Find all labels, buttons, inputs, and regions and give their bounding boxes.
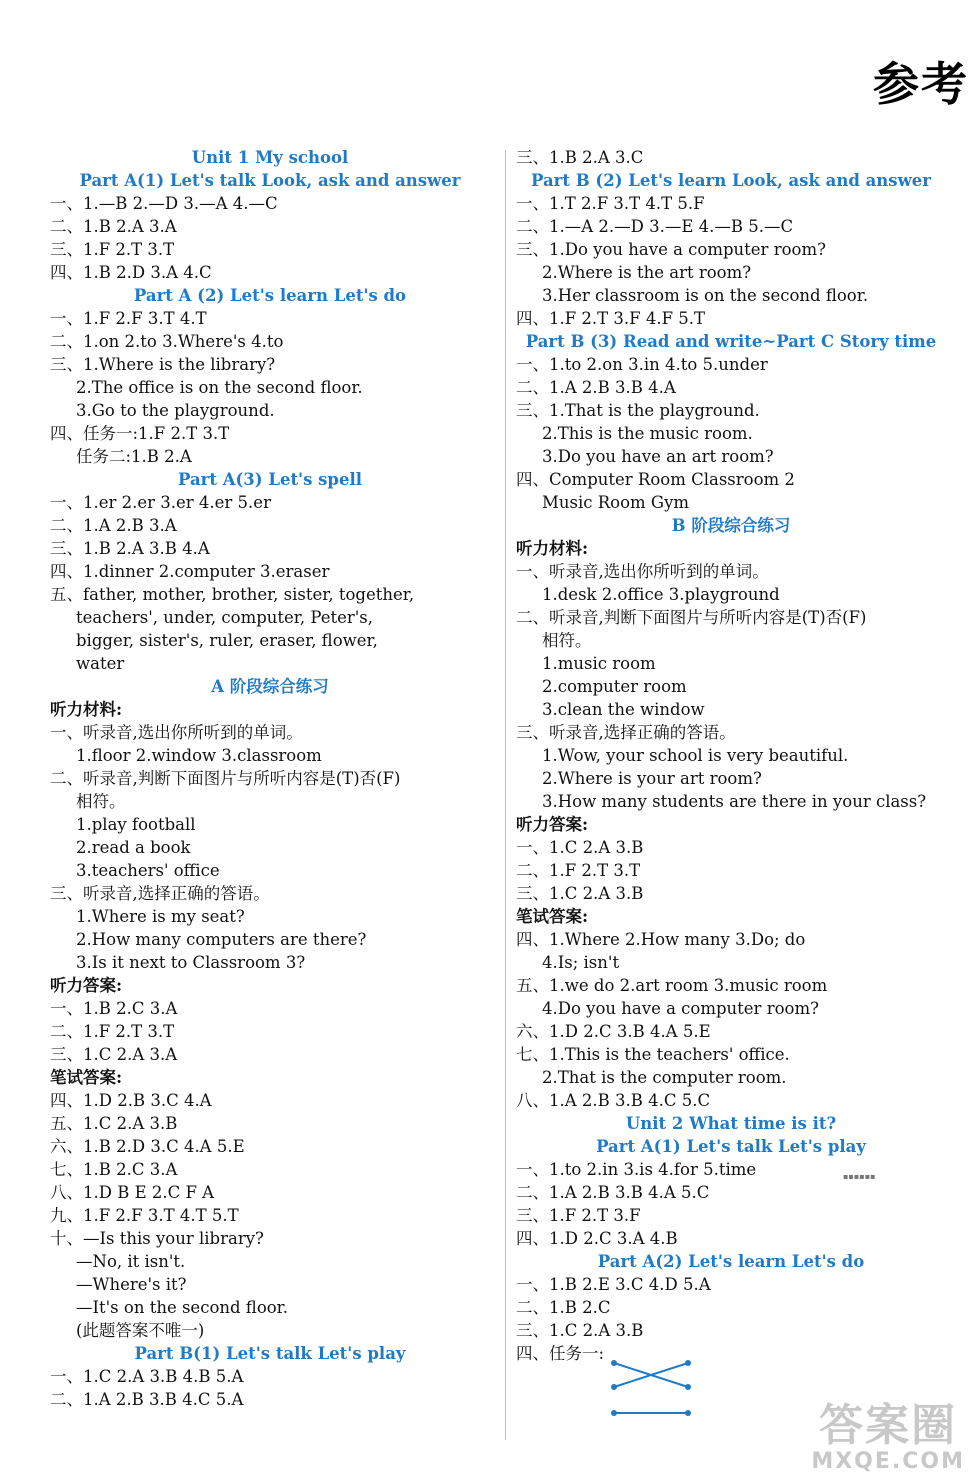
answer-line: 2.Where is your art room?	[542, 769, 762, 788]
answer-line: 五、father, mother, brother, sister, together,	[50, 585, 415, 604]
answer-line: Music Room Gym	[542, 493, 690, 512]
answer-line: 二、1.A 2.B 3.B 4.A 5.C	[516, 1183, 710, 1202]
match-dot	[611, 1410, 617, 1416]
section-heading: Unit 1 My school	[191, 148, 349, 167]
answer-line: 一、听录音,选出你所听到的单词。	[50, 723, 303, 742]
answer-line: 三、1.B 2.A 3.C	[516, 148, 644, 167]
answer-line: 五、1.C 2.A 3.B	[50, 1114, 178, 1133]
answer-line: 1.Wow, your school is very beautiful.	[542, 746, 849, 765]
answer-line: 2.read a book	[76, 838, 191, 857]
answer-line: 3.Do you have an art room?	[542, 447, 774, 466]
answer-line: 1.Where is my seat?	[76, 907, 245, 926]
answer-line: 一、1.F 2.F 3.T 4.T	[50, 309, 207, 328]
answer-line: 三、1.B 2.A 3.B 4.A	[50, 539, 210, 558]
answer-line: 九、1.F 2.F 3.T 4.T 5.T	[50, 1206, 239, 1225]
answer-line: —It's on the second floor.	[76, 1298, 289, 1317]
answer-line: 1.desk 2.office 3.playground	[542, 585, 780, 604]
answer-line: 一、1.B 2.E 3.C 4.D 5.A	[516, 1275, 711, 1294]
answer-line: 一、1.er 2.er 3.er 4.er 5.er	[50, 493, 271, 512]
answer-line: 相符。	[76, 792, 126, 811]
answer-line: 四、1.F 2.T 3.F 4.F 5.T	[516, 309, 706, 328]
answer-line: 八、1.A 2.B 3.B 4.C 5.C	[516, 1091, 711, 1110]
answer-line: 1.music room	[542, 654, 656, 673]
answer-line: 1.floor 2.window 3.classroom	[76, 746, 322, 765]
section-heading: B 阶段综合练习	[671, 516, 791, 535]
answer-line: 一、1.—B 2.—D 3.—A 4.—C	[50, 194, 278, 213]
answer-line: —Where's it?	[76, 1275, 187, 1294]
section-heading: Part A(3) Let's spell	[177, 470, 363, 489]
tiny-stamp-icon: ▪▪▪▪▪▪	[843, 1172, 876, 1181]
answer-line: 一、听录音,选出你所听到的单词。	[516, 562, 769, 581]
answer-line: 2.Where is the art room?	[542, 263, 752, 282]
answer-line: 相符。	[542, 631, 592, 650]
answer-line: 三、1.C 2.A 3.B	[516, 884, 644, 903]
answer-line: 一、1.B 2.C 3.A	[50, 999, 178, 1018]
answer-line: 3.Is it next to Classroom 3?	[76, 953, 306, 972]
match-dot	[611, 1360, 617, 1366]
answer-line: 二、1.F 2.T 3.T	[50, 1022, 175, 1041]
answer-line: 三、听录音,选择正确的答语。	[516, 723, 736, 742]
match-dot	[685, 1384, 691, 1390]
answer-line: 二、1.F 2.T 3.T	[516, 861, 641, 880]
answer-line: 3.How many students are there in your class?	[542, 792, 927, 811]
answer-line: 四、1.dinner 2.computer 3.eraser	[50, 562, 330, 581]
answer-line: teachers', under, computer, Peter's,	[76, 608, 374, 627]
answer-line: 三、1.Where is the library?	[50, 355, 276, 374]
answer-line: 七、1.B 2.C 3.A	[50, 1160, 178, 1179]
answer-line: 八、1.D B E 2.C F A	[50, 1183, 215, 1202]
answer-line: 4.Is; isn't	[542, 953, 620, 972]
answer-line: 六、1.D 2.C 3.B 4.A 5.E	[516, 1022, 711, 1041]
answer-line: 一、1.C 2.A 3.B	[516, 838, 644, 857]
answer-line: 2.computer room	[542, 677, 687, 696]
answer-line: 3.Go to the playground.	[76, 401, 275, 420]
answer-line: 笔试答案:	[516, 907, 589, 926]
answer-line: 二、1.on 2.to 3.Where's 4.to	[50, 332, 284, 351]
answer-line: 三、1.C 2.A 3.A	[50, 1045, 178, 1064]
watermark	[811, 1402, 965, 1474]
answer-line: 二、1.B 2.A 3.A	[50, 217, 177, 236]
answer-line: 二、1.A 2.B 3.B 4.A	[516, 378, 676, 397]
answer-line: 四、1.D 2.C 3.A 4.B	[516, 1229, 678, 1248]
section-heading: Part B(1) Let's talk Let's play	[134, 1344, 406, 1363]
answer-line: 三、1.F 2.T 3.F	[516, 1206, 641, 1225]
answer-line: 听力材料:	[516, 539, 589, 558]
answer-line: 四、任务一:1.F 2.T 3.T	[50, 424, 230, 443]
watermark-logo: 答案圈	[819, 1400, 958, 1451]
answer-line: 四、1.B 2.D 3.A 4.C	[50, 263, 212, 282]
answer-line: (此题答案不唯一)	[76, 1321, 205, 1340]
section-heading: Part A (2) Let's learn Let's do	[133, 286, 407, 305]
section-heading: Part A(1) Let's talk Let's play	[596, 1137, 866, 1156]
section-heading: Part A(1) Let's talk Look, ask and answer	[79, 171, 461, 190]
answer-line: 一、1.to 2.in 3.is 4.for 5.time	[516, 1160, 757, 1179]
section-heading: Unit 2 What time is it?	[625, 1114, 837, 1133]
answer-line: 2.The office is on the second floor.	[76, 378, 363, 397]
answer-line: 二、听录音,判断下面图片与所听内容是(T)否(F)	[516, 608, 867, 627]
answer-line: 4.Do you have a computer room?	[542, 999, 819, 1018]
answer-line: 五、1.we do 2.art room 3.music room	[516, 976, 828, 995]
answer-line: 三、听录音,选择正确的答语。	[50, 884, 270, 903]
answer-line: 听力答案:	[516, 815, 589, 834]
answer-line: 四、Computer Room Classroom 2	[516, 470, 795, 489]
answer-line: 2.This is the music room.	[542, 424, 753, 443]
answer-line: 3.clean the window	[542, 700, 705, 719]
section-heading: Part B (3) Read and write~Part C Story time	[525, 332, 937, 351]
left-column	[50, 146, 490, 1411]
page-title: 参考	[873, 57, 969, 111]
answer-line: 3.Her classroom is on the second floor.	[542, 286, 869, 305]
answer-line: 一、1.to 2.on 3.in 4.to 5.under	[516, 355, 768, 374]
answer-line: 2.How many computers are there?	[76, 930, 367, 949]
answer-line: 一、1.C 2.A 3.B 4.B 5.A	[50, 1367, 244, 1386]
match-dot	[685, 1410, 691, 1416]
watermark-url: MXQE.COM	[811, 1449, 965, 1474]
answer-line: 1.play football	[76, 815, 196, 834]
answer-line: 一、1.T 2.F 3.T 4.T 5.F	[516, 194, 705, 213]
section-heading: Part B (2) Let's learn Look, ask and answer	[531, 171, 931, 190]
section-heading: Part A(2) Let's learn Let's do	[597, 1252, 865, 1271]
answer-line: 听力答案:	[50, 976, 123, 995]
match-dot	[611, 1384, 617, 1390]
answer-line: 四、1.D 2.B 3.C 4.A	[50, 1091, 212, 1110]
answer-line: 二、1.A 2.B 3.B 4.C 5.A	[50, 1390, 244, 1409]
answer-line: 二、听录音,判断下面图片与所听内容是(T)否(F)	[50, 769, 401, 788]
answer-line: 七、1.This is the teachers' office.	[516, 1045, 790, 1064]
answer-line: 二、1.B 2.C	[516, 1298, 611, 1317]
answer-line: 笔试答案:	[50, 1068, 123, 1087]
answer-line: 三、1.That is the playground.	[516, 401, 760, 420]
answer-line: 2.That is the computer room.	[542, 1068, 787, 1087]
answer-line: 四、1.Where 2.How many 3.Do; do	[516, 930, 806, 949]
section-heading: A 阶段综合练习	[211, 677, 329, 696]
column-divider	[505, 150, 506, 1440]
right-column	[516, 146, 946, 1427]
match-dot	[685, 1360, 691, 1366]
answer-line: 听力材料:	[50, 700, 123, 719]
answer-line: 四、任务一:	[516, 1344, 605, 1363]
answer-line: 二、1.A 2.B 3.A	[50, 516, 177, 535]
answer-line: 3.teachers' office	[76, 861, 220, 880]
answer-line: 六、1.B 2.D 3.C 4.A 5.E	[50, 1137, 245, 1156]
answer-line: water	[76, 654, 125, 673]
answer-line: 三、1.C 2.A 3.B	[516, 1321, 644, 1340]
answer-line: 任务二:1.B 2.A	[76, 447, 192, 466]
answer-line: —No, it isn't.	[76, 1252, 186, 1271]
answer-line: 二、1.—A 2.—D 3.—E 4.—B 5.—C	[516, 217, 794, 236]
answer-line: 十、—Is this your library?	[50, 1229, 264, 1248]
matching-lines-diagram	[610, 1357, 700, 1427]
answer-line: 三、1.Do you have a computer room?	[516, 240, 826, 259]
answer-line: bigger, sister's, ruler, eraser, flower,	[76, 631, 378, 650]
answer-line: 三、1.F 2.T 3.T	[50, 240, 175, 259]
